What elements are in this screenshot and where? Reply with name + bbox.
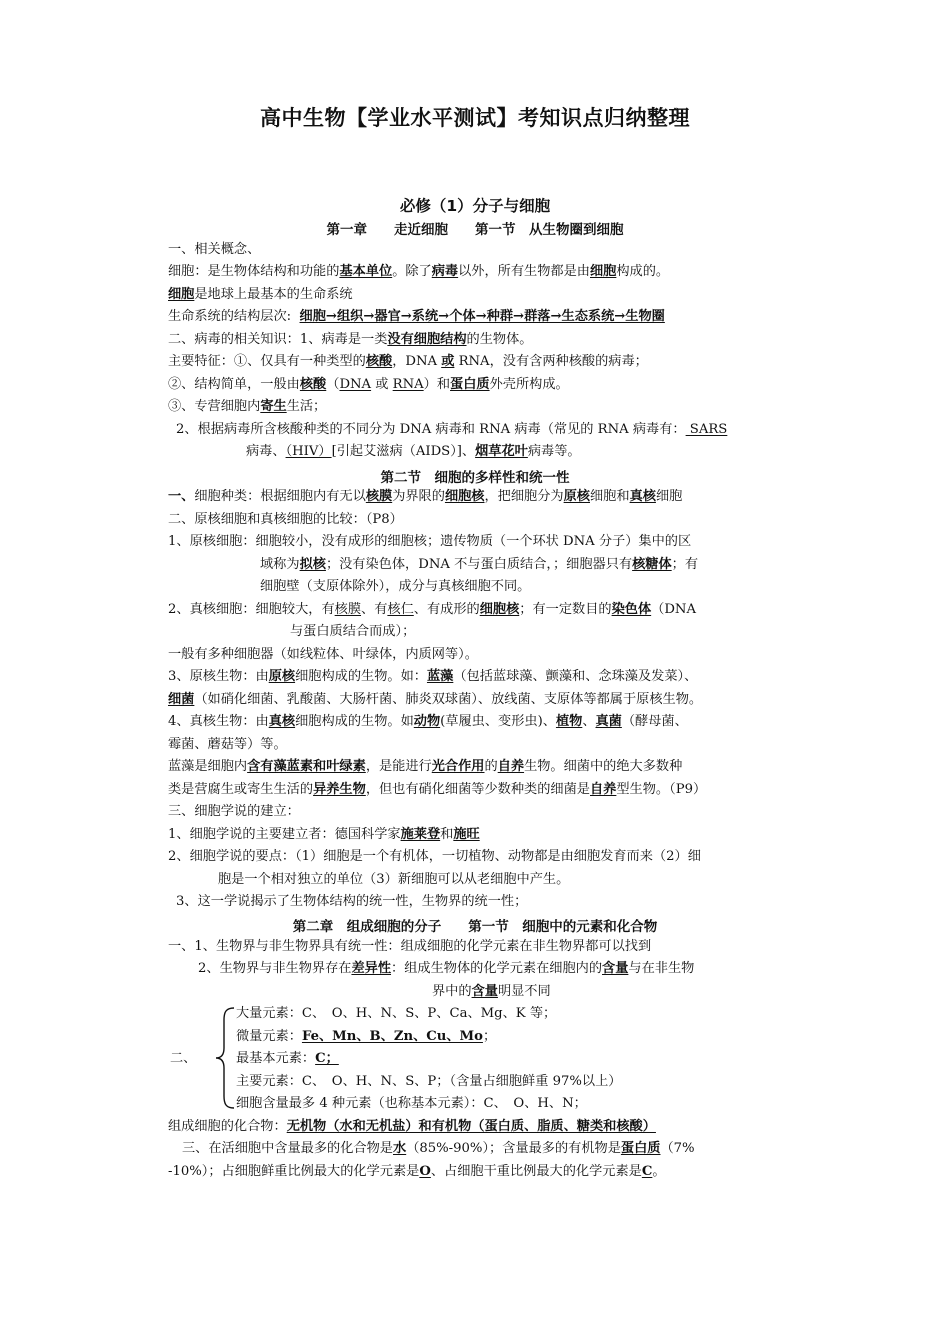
text-line: 生命系统的结构层次: 细胞→组织→器官→系统→个体→种群→群落→生态系统→生物圈 [168, 309, 665, 324]
text-line: 三、在活细胞中含量最多的化合物是水（85%-90%）；含量最多的有机物是蛋白质（7% [182, 1141, 695, 1156]
text-line: 胞是一个相对独立的单位（3）新细胞可以从老细胞中产生。 [218, 872, 570, 887]
text-line: 主要元素：C、 O、H、N、S、P；（含量占细胞鲜重 97%以上） [236, 1074, 622, 1089]
text-line: 1、原核细胞：细胞较小，没有成形的细胞核；遗传物质（一个环状 DNA 分子）集中的区 [168, 534, 692, 549]
text-line: 3、这一学说揭示了生物体结构的统一性，生物界的统一性； [176, 894, 528, 909]
text-line: 界中的含量明显不同 [432, 984, 551, 999]
text-line: 一般有多种细胞器（如线粒体、叶绿体，内质网等）。 [168, 647, 478, 662]
text-line: 主要特征：①、仅具有一种类型的核酸，DNA 或 RNA，没有含两种核酸的病毒； [168, 354, 648, 369]
text-line: 一、1、生物界与非生物界具有统一性：组成细胞的化学元素在非生物界都可以找到 [168, 939, 652, 954]
text-line: ②、结构简单，一般由核酸（DNA 或 RNA）和蛋白质外壳所构成。 [168, 377, 569, 392]
text-line: 二、病毒的相关知识：1、病毒是一类没有细胞结构的生物体。 [168, 332, 533, 347]
chapter1-heading: 第一章 走近细胞 第一节 从生物圈到细胞 [326, 222, 624, 238]
text-line: 最基本元素：C； [236, 1051, 339, 1066]
text-line: 1、细胞学说的主要建立者：德国科学家施莱登和施旺 [168, 827, 480, 842]
text-line: 与蛋白质结合而成）； [290, 624, 416, 639]
text-line: 一、细胞种类：根据细胞内有无以核膜为界限的细胞核，把细胞分为原核细胞和真核细胞 [168, 489, 683, 504]
module-heading: 必修（1）分子与细胞 [399, 197, 551, 215]
text-line: ③、专营细胞内寄生生活； [168, 399, 327, 414]
text-line: 二、 [170, 1051, 197, 1066]
chapter2-heading: 第二章 组成细胞的分子 第一节 细胞中的元素和化合物 [292, 919, 658, 935]
text-line: 域称为拟核；没有染色体，DNA 不与蛋白质结合，；细胞器只有核糖体；有 [260, 557, 699, 572]
text-line: 三、细胞学说的建立： [168, 804, 300, 819]
text-line: 组成细胞的化合物：无机物（水和无机盐）和有机物（蛋白质、脂质、糖类和核酸） [168, 1119, 656, 1134]
curly-brace-icon [214, 1006, 236, 1110]
text-line: 霉菌、蘑菇等）等。 [168, 737, 287, 752]
text-line: 2、细胞学说的要点：（1）细胞是一个有机体，一切植物、动物都是由细胞发育而来（2）细 [168, 849, 701, 864]
document-title: 高中生物【学业水平测试】考知识点归纳整理 [260, 106, 690, 130]
text-line: 细胞壁（支原体除外），成分与真核细胞不同。 [260, 579, 531, 594]
text-line: 细菌（如硝化细菌、乳酸菌、大肠杆菌、肺炎双球菌）、放线菌、支原体等都属于原核生物。 [168, 692, 703, 707]
text-line: -10%）；占细胞鲜重比例最大的化学元素是O、占细胞干重比例最大的化学元素是C。 [168, 1164, 666, 1179]
text-line: 微量元素：Fe、Mn、B、Zn、Cu、Mo； [236, 1029, 497, 1044]
text-line: 3、原核生物：由原核细胞构成的生物。如：蓝藻（包括蓝球藻、颤藻和、念珠藻及发菜）、 [168, 669, 698, 684]
section2-heading: 第二节 细胞的多样性和统一性 [380, 470, 570, 486]
text-line: 大量元素：C、 O、H、N、S、P、Ca、Mg、K 等； [236, 1006, 557, 1021]
text-line: 病毒、（HIV）[引起艾滋病（AIDS）]、烟草花叶病毒等。 [246, 444, 581, 459]
text-line: 2、根据病毒所含核酸种类的不同分为 DNA 病毒和 RNA 病毒（常见的 RNA 病毒有： SARS [176, 422, 728, 437]
text-line: 一、相关概念、 [168, 242, 261, 257]
text-line: 类是营腐生或寄生生活的异养生物，但也有硝化细菌等少数种类的细菌是自养型生物。（P9） [168, 782, 707, 797]
text-line: 2、真核细胞：细胞较大，有核膜、有核仁、有成形的细胞核；有一定数目的染色体（DNA [168, 602, 696, 617]
text-line: 4、真核生物：由真核细胞构成的生物。如动物(草履虫、变形虫)、植物、真菌（酵母菌、 [168, 714, 688, 729]
text-line: 蓝藻是细胞内含有藻蓝素和叶绿素，是能进行光合作用的自养生物。细菌中的绝大多数种 [168, 759, 683, 774]
text-line: 细胞是地球上最基本的生命系统 [168, 287, 353, 302]
text-line: 2、生物界与非生物界存在差异性：组成生物体的化学元素在细胞内的含量与在非生物 [198, 961, 695, 976]
text-line: 细胞：是生物体结构和功能的基本单位。除了病毒以外，所有生物都是由细胞构成的。 [168, 264, 670, 279]
text-line: 细胞含量最多 4 种元素（也称基本元素）：C、 O、H、N； [236, 1096, 587, 1111]
text-line: 二、原核细胞和真核细胞的比较：（P8） [168, 512, 403, 527]
